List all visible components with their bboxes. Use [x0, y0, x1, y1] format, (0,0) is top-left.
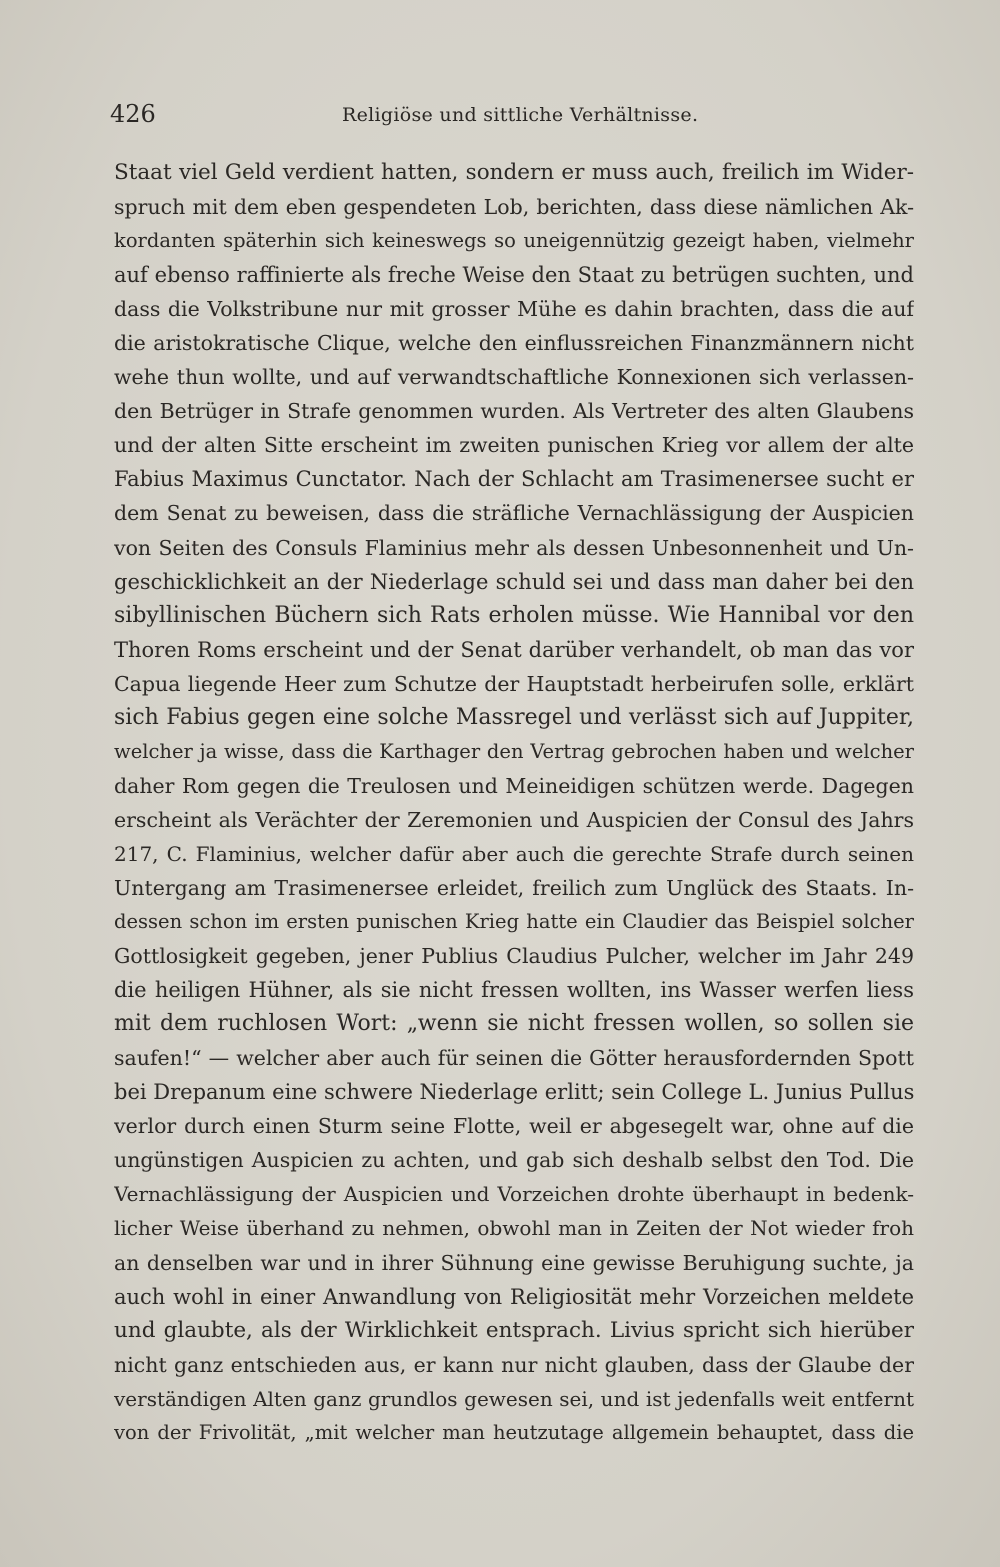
text-line: spruch mit dem eben gespendeten Lob, berichten, dass diese nämlichen Ak- — [114, 195, 914, 220]
text-line: und der alten Sitte erscheint im zweiten punischen Krieg vor allem der alte — [114, 433, 914, 458]
text-line: auf ebenso raffinierte als freche Weise den Staat zu betrügen suchten, und — [114, 263, 914, 288]
text-line: verlor durch einen Sturm seine Flotte, weil er abgesegelt war, ohne auf die — [114, 1114, 914, 1139]
page-number: 426 — [110, 100, 156, 128]
text-line: sich Fabius gegen eine solche Massregel und verlässt sich auf Juppiter, — [114, 704, 914, 730]
text-line: dem Senat zu beweisen, dass die sträfliche Vernachlässigung der Auspicien — [114, 501, 914, 526]
text-line: nicht ganz entschieden aus, er kann nur nicht glauben, dass der Glaube der — [114, 1352, 914, 1377]
text-line: Fabius Maximus Cunctator. Nach der Schlacht am Trasimenersee sucht er — [114, 467, 914, 492]
running-title: Religiöse und sittliche Verhältnisse. — [342, 104, 699, 126]
text-line: welcher ja wisse, dass die Karthager den Vertrag gebrochen haben und welcher — [114, 739, 914, 763]
text-line: ungünstigen Auspicien zu achten, und gab sich deshalb selbst den Tod. Die — [114, 1148, 914, 1173]
text-line: und glaubte, als der Wirklichkeit entsprach. Livius spricht sich hierüber — [114, 1317, 914, 1343]
running-head — [110, 100, 918, 140]
text-line: kordanten späterhin sich keineswegs so uneigennützig gezeigt haben, vielmehr — [114, 229, 914, 253]
body-text — [114, 156, 914, 1450]
text-line: wehe thun wollte, und auf verwandtschaftliche Konnexionen sich verlassen- — [114, 365, 914, 390]
text-line: Vernachlässigung der Auspicien und Vorzeichen drohte überhaupt in bedenk- — [114, 1182, 914, 1207]
text-line: den Betrüger in Strafe genommen wurden. Als Vertreter des alten Glaubens — [114, 399, 914, 424]
text-line: erscheint als Verächter der Zeremonien und Auspicien der Consul des Jahrs — [114, 807, 914, 832]
text-line: Staat viel Geld verdient hatten, sondern er muss auch, freilich im Wider- — [114, 160, 914, 185]
text-line: Thoren Roms erscheint und der Senat darüber verhandelt, ob man das vor — [114, 637, 914, 662]
text-line: auch wohl in einer Anwandlung von Religiosität mehr Vorzeichen meldete — [114, 1284, 914, 1309]
text-line: licher Weise überhand zu nehmen, obwohl man in Zeiten der Not wieder froh — [114, 1216, 914, 1241]
text-line: bei Drepanum eine schwere Niederlage erlitt; sein College L. Junius Pullus — [114, 1080, 914, 1105]
text-line: von der Frivolität, „mit welcher man heutzutage allgemein behauptet, dass die — [114, 1420, 914, 1444]
text-line: die heiligen Hühner, als sie nicht fressen wollten, ins Wasser werfen liess — [114, 978, 914, 1003]
text-line: saufen!“ — welcher aber auch für seinen die Götter herausfordernden Spott — [114, 1046, 914, 1071]
text-line: dessen schon im ersten punischen Krieg hatte ein Claudier das Beispiel solcher — [114, 910, 914, 934]
text-line: dass die Volkstribune nur mit grosser Mühe es dahin brachten, dass die auf — [114, 297, 914, 322]
text-line: daher Rom gegen die Treulosen und Meineidigen schützen werde. Dagegen — [114, 773, 914, 798]
text-line: Capua liegende Heer zum Schutze der Hauptstadt herbeirufen solle, erklärt — [114, 671, 914, 696]
text-line: geschicklichkeit an der Niederlage schuld sei und dass man daher bei den — [114, 569, 914, 594]
text-line: sibyllinischen Büchern sich Rats erholen müsse. Wie Hannibal vor den — [114, 602, 914, 628]
text-line: verständigen Alten ganz grundlos gewesen sei, und ist jedenfalls weit entfernt — [114, 1386, 914, 1411]
text-line: die aristokratische Clique, welche den einflussreichen Finanzmännern nicht — [114, 331, 914, 356]
text-line: von Seiten des Consuls Flaminius mehr als dessen Unbesonnenheit und Un- — [114, 535, 914, 560]
text-line: Gottlosigkeit gegeben, jener Publius Claudius Pulcher, welcher im Jahr 249 — [114, 944, 914, 969]
text-line: 217, C. Flaminius, welcher dafür aber auch die gerechte Strafe durch seinen — [114, 841, 914, 866]
text-line: an denselben war und in ihrer Sühnung eine gewisse Beruhigung suchte, ja — [114, 1250, 914, 1275]
text-line: Untergang am Trasimenersee erleidet, freilich zum Unglück des Staats. In- — [114, 875, 914, 900]
text-line: mit dem ruchlosen Wort: „wenn sie nicht fressen wollen, so sollen sie — [114, 1011, 914, 1037]
